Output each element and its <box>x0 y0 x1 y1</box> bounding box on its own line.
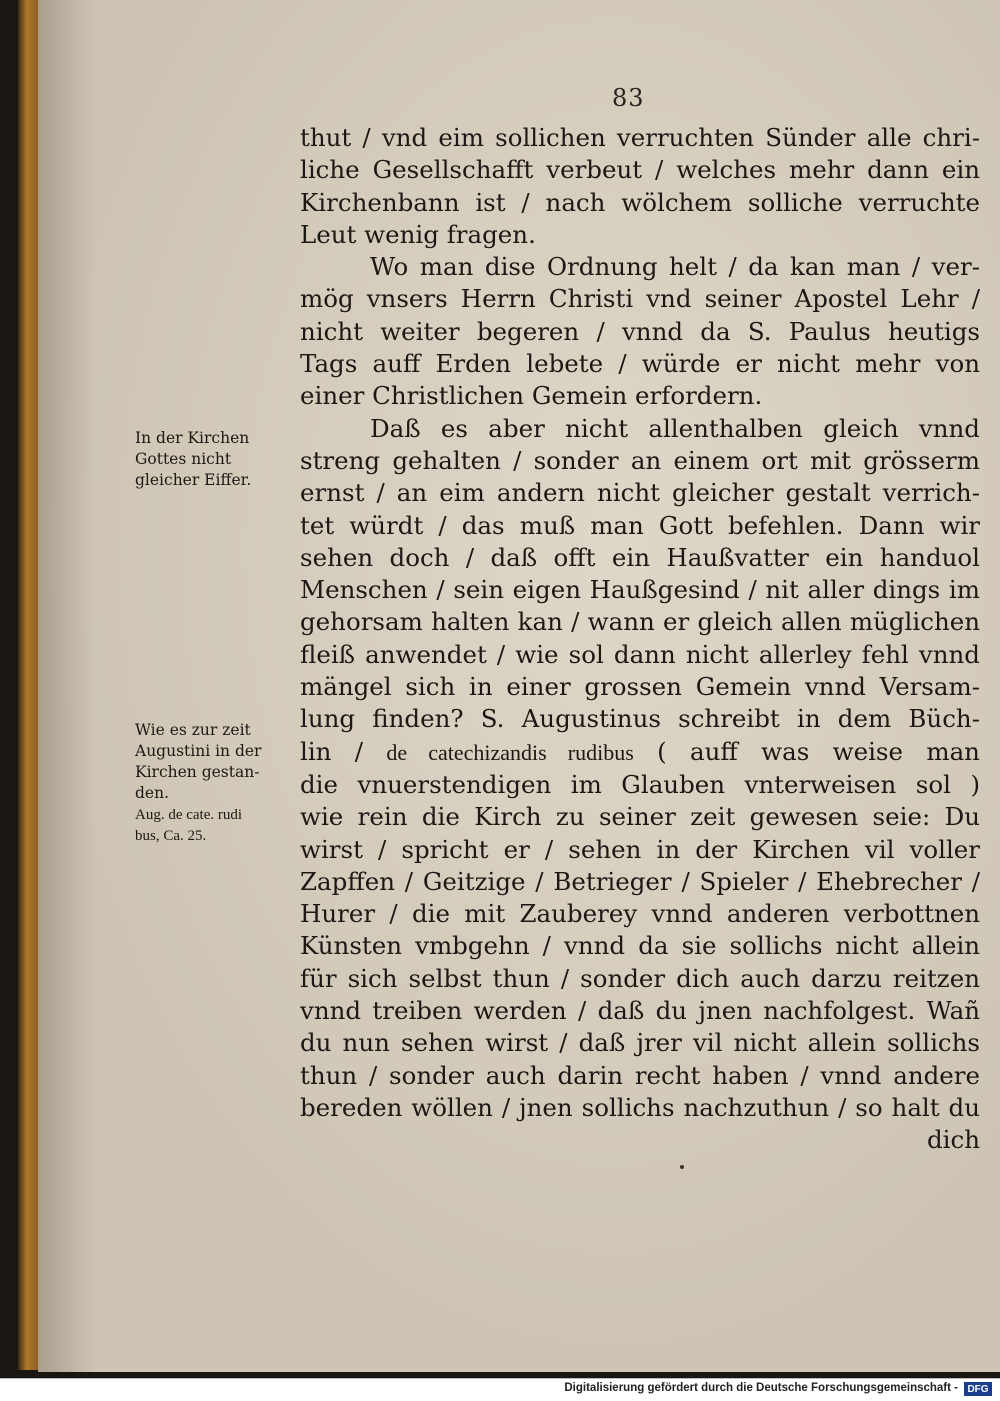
text-line: du nun sehen wirst / daß jrer vil nicht allein sollichs <box>300 1028 980 1058</box>
text-line: lung finden? S. Augustinus schreibt in dem Büch- <box>300 704 980 734</box>
margin-note-line: Wie es zur zeit <box>135 721 251 739</box>
text-line: Leut wenig fragen. <box>300 219 536 249</box>
margin-citation <box>135 805 242 847</box>
latin-title: de catechizandis rudibus <box>386 739 634 765</box>
margin-note-line: Gottes nicht <box>135 450 232 468</box>
digitization-footer <box>0 1378 1000 1401</box>
text-line: thut / vnd eim sollichen verruchten Sünder alle chri- <box>300 123 980 152</box>
text-line: Künsten vmbgehn / vnnd da sie sollichs nicht allein <box>300 931 980 961</box>
text-line: die vnuerstendigen im Glauben vnterweisen sol ) <box>300 769 980 799</box>
text-line: streng gehalten / sonder an einem ort mit grösserm <box>300 445 980 475</box>
text-line: für sich selbst thun / sonder dich auch darzu reitzen <box>300 963 980 993</box>
margin-note-line: den. <box>135 784 170 802</box>
text-line: ernst / an eim andern nicht gleicher gestalt verrich- <box>300 478 980 508</box>
text-line: Menschen / sein eigen Haußgesind / nit aller dings im <box>300 575 980 605</box>
catchword: dich <box>926 1125 980 1155</box>
margin-note-line: bus, Ca. 25. <box>135 828 207 844</box>
text-line: gehorsam halten kan / wann er gleich allen müglichen <box>300 607 980 637</box>
text-fragment: ( auff was weise man <box>657 736 980 766</box>
margin-note-line: gleicher Eiffer. <box>135 471 252 489</box>
ink-speck <box>680 1165 684 1169</box>
main-text-block <box>300 122 980 1157</box>
text-line: vnnd treiben werden / daß du jnen nachfolgest. Wañ <box>300 996 980 1026</box>
text-line-mixed <box>300 736 980 769</box>
text-fragment: lin / <box>300 736 364 766</box>
text-line: sehen doch / daß offt ein Haußvatter ein handuol <box>300 542 980 572</box>
text-line: Hurer / die mit Zauberey vnnd anderen verbottnen <box>300 899 980 929</box>
text-line: thun / sonder auch darin recht haben / vnnd andere <box>300 1060 980 1090</box>
text-line: liche Gesellschafft verbeut / welches mehr dann ein <box>300 155 980 185</box>
margin-note-line: Kirchen gestan- <box>135 763 260 781</box>
dfg-logo: DFG <box>964 1382 992 1396</box>
text-line: fleiß anwendet / wie sol dann nicht allerley fehl vnnd <box>300 639 980 669</box>
text-line: mängel sich in einer grossen Gemein vnnd Versam- <box>300 672 980 702</box>
text-line: bereden wöllen / jnen sollichs nachzuthun / so halt du <box>300 1092 980 1122</box>
margin-note-line: In der Kirchen <box>135 429 250 447</box>
text-line: mög vnsers Herrn Christi vnd seiner Apostel Lehr / <box>300 284 980 314</box>
text-line: tet würdt / das muß man Gott befehlen. Dann wir <box>300 510 980 540</box>
margin-note <box>135 428 251 491</box>
page-number: 83 <box>612 84 645 112</box>
margin-note <box>135 720 261 804</box>
text-line: Zapffen / Geitzige / Betrieger / Spieler / Ehebrecher / <box>300 866 980 896</box>
text-line: wirst / spricht er / sehen in der Kirchen vil voller <box>300 834 980 864</box>
text-line: Wo man dise Ordnung helt / da kan man / ver- <box>370 252 980 282</box>
text-line: wie rein die Kirch zu seiner zeit gewesen seie: Du <box>300 802 980 832</box>
funding-notice: Digitalisierung gefördert durch die Deutsche Forschungsgemeinschaft - <box>564 1382 958 1394</box>
text-line: nicht weiter begeren / vnnd da S. Paulus heutigs <box>300 316 980 346</box>
text-line: Kirchenbann ist / nach wölchem solliche verruchte <box>300 187 980 217</box>
text-line: Daß es aber nicht allenthalben gleich vnnd <box>370 413 980 443</box>
book-spine-edge <box>18 0 40 1370</box>
margin-note-line: Aug. de cate. rudi <box>135 807 243 823</box>
text-line: einer Christlichen Gemein erfordern. <box>300 381 763 411</box>
text-line: Tags auff Erden lebete / würde er nicht mehr von <box>300 349 980 379</box>
margin-note-line: Augustini in der <box>135 742 262 760</box>
